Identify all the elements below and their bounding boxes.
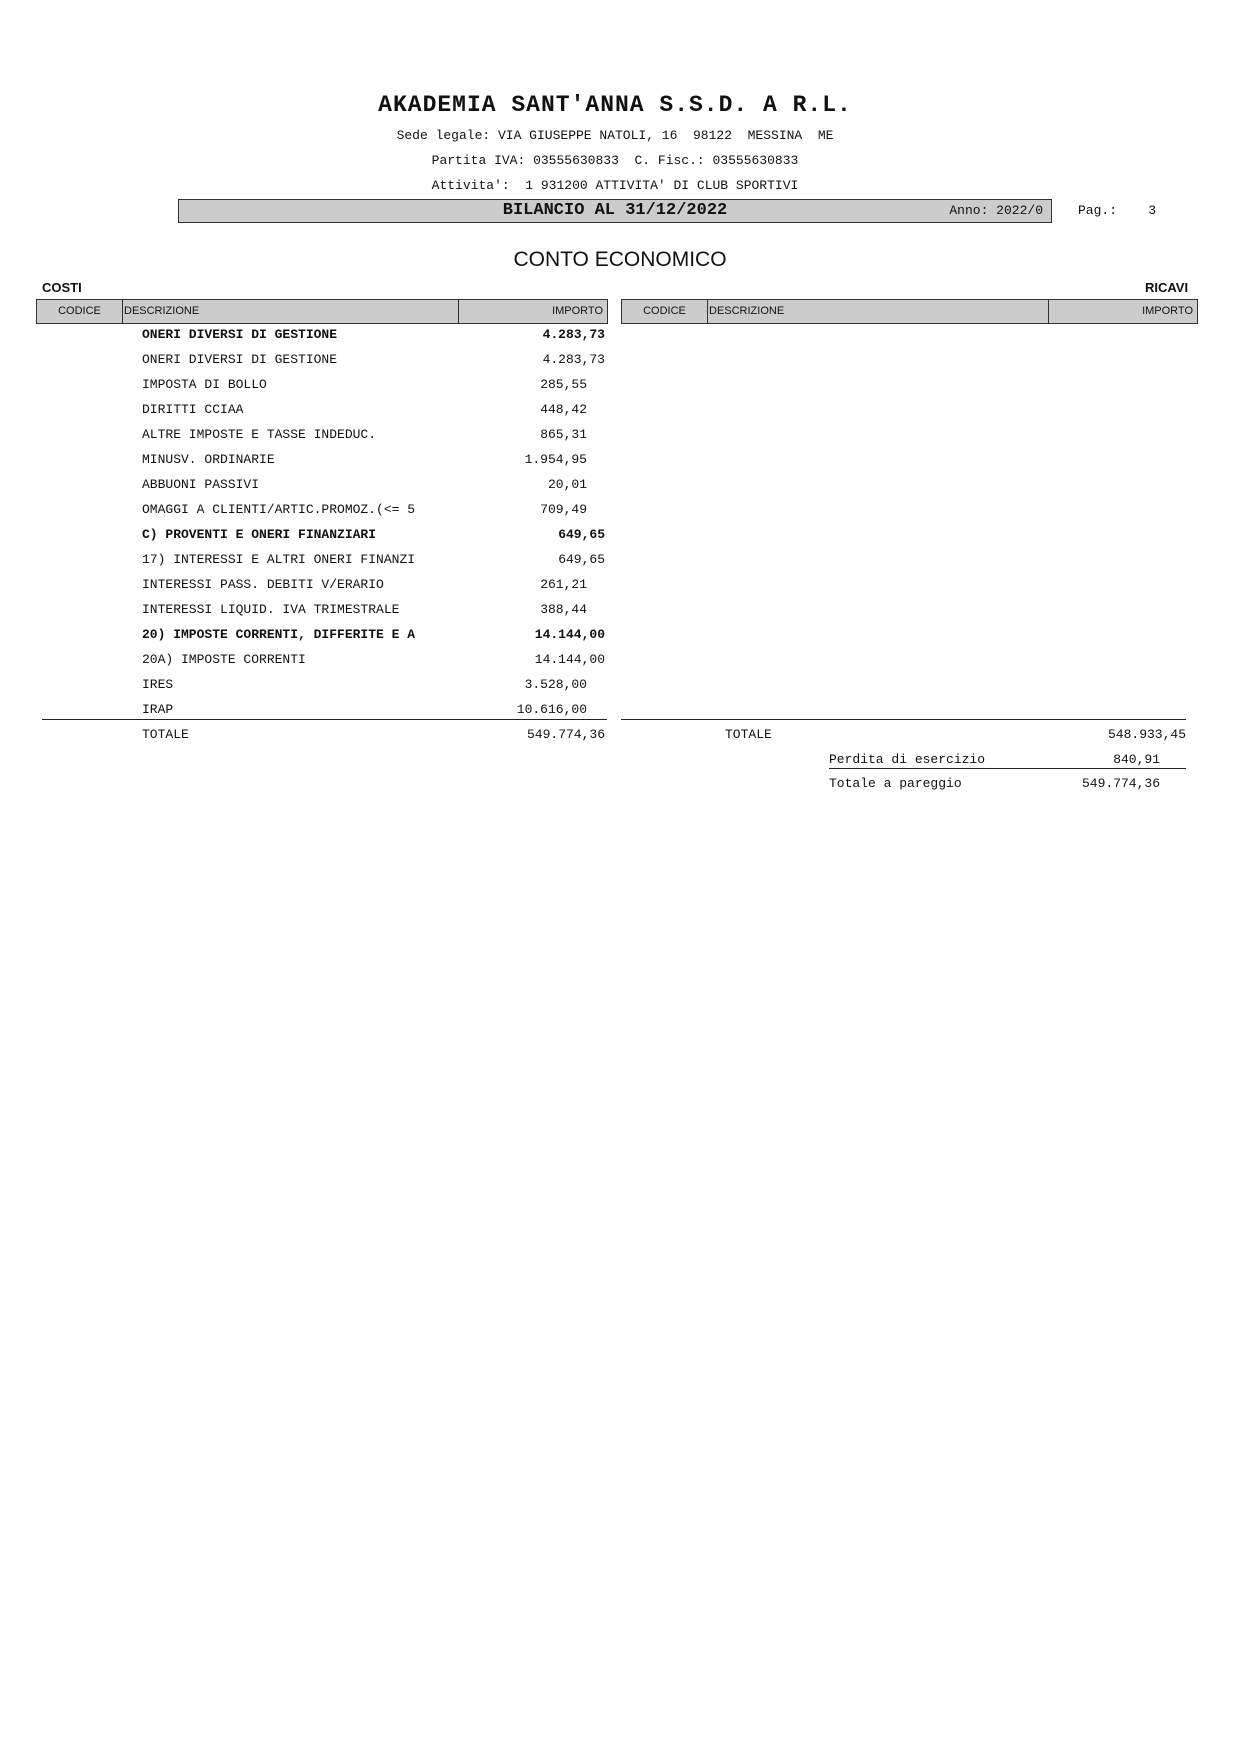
cost-amount: 1.954,95 bbox=[524, 452, 587, 467]
fiscal-year: Anno: 2022/0 bbox=[949, 203, 1043, 218]
cost-amount: 649,65 bbox=[558, 552, 605, 567]
cost-row bbox=[0, 522, 605, 547]
cost-row bbox=[0, 347, 605, 372]
revenues-label: RICAVI bbox=[1145, 280, 1189, 295]
cost-row bbox=[0, 372, 587, 397]
cost-description: 20A) IMPOSTE CORRENTI bbox=[142, 652, 306, 667]
costs-total-row bbox=[0, 722, 605, 747]
cost-amount: 388,44 bbox=[540, 602, 587, 617]
cost-amount: 448,42 bbox=[540, 402, 587, 417]
cost-row bbox=[0, 472, 587, 497]
cost-row bbox=[0, 647, 605, 672]
cost-description: INTERESSI PASS. DEBITI V/ERARIO bbox=[142, 577, 384, 592]
cost-row bbox=[0, 322, 605, 347]
cost-row bbox=[0, 547, 605, 572]
revenues-column-header bbox=[621, 299, 1198, 324]
cost-description: IMPOSTA DI BOLLO bbox=[142, 377, 267, 392]
cost-description: IRES bbox=[142, 677, 174, 692]
report-title: BILANCIO AL 31/12/2022 bbox=[502, 201, 728, 220]
codice-header: CODICE bbox=[622, 300, 708, 323]
cost-row bbox=[0, 497, 587, 522]
cost-row bbox=[0, 397, 587, 422]
costs-total-rule bbox=[42, 719, 607, 720]
cost-amount: 3.528,00 bbox=[524, 677, 587, 692]
cost-description: INTERESSI LIQUID. IVA TRIMESTRALE bbox=[142, 602, 400, 617]
importo-header: IMPORTO bbox=[552, 305, 603, 317]
company-name: AKADEMIA SANT'ANNA S.S.D. A R.L. bbox=[378, 92, 852, 118]
cost-description: OMAGGI A CLIENTI/ARTIC.PROMOZ.(<= 5 bbox=[142, 502, 416, 517]
cost-amount: 14.144,00 bbox=[534, 652, 605, 667]
cost-description: 20) IMPOSTE CORRENTI, DIFFERITE E A bbox=[142, 627, 416, 642]
section-title: CONTO ECONOMICO bbox=[513, 248, 727, 271]
cost-description: IRAP bbox=[142, 702, 174, 717]
revenues-total-amount: 548.933,45 bbox=[1107, 727, 1186, 742]
vat-number: Partita IVA: 03555630833 C. Fisc.: 03555630833 bbox=[431, 153, 799, 168]
cost-amount: 4.283,73 bbox=[542, 327, 605, 342]
costs-total-label: TOTALE bbox=[142, 727, 189, 742]
cost-amount: 709,49 bbox=[540, 502, 587, 517]
loss-label: Perdita di esercizio bbox=[829, 752, 986, 767]
codice-header: CODICE bbox=[37, 300, 123, 323]
cost-amount: 4.283,73 bbox=[542, 352, 605, 367]
revenues-total-rule bbox=[621, 719, 1186, 720]
cost-amount: 20,01 bbox=[547, 477, 587, 492]
business-activity: Attivita': 1 931200 ATTIVITA' DI CLUB SPORTIVI bbox=[431, 178, 799, 193]
cost-amount: 285,55 bbox=[540, 377, 587, 392]
cost-description: DIRITTI CCIAA bbox=[142, 402, 244, 417]
cost-description: ABBUONI PASSIVI bbox=[142, 477, 260, 492]
cost-description: ONERI DIVERSI DI GESTIONE bbox=[142, 327, 338, 342]
cost-row bbox=[0, 447, 587, 472]
report-title-bar bbox=[178, 199, 1052, 223]
cost-description: C) PROVENTI E ONERI FINANZIARI bbox=[142, 527, 377, 542]
page-number: Pag.: 3 bbox=[1078, 203, 1157, 218]
cost-row bbox=[0, 672, 587, 697]
balance-total-amount: 549.774,36 bbox=[1081, 776, 1160, 791]
costs-label: COSTI bbox=[42, 280, 82, 295]
cost-description: ALTRE IMPOSTE E TASSE INDEDUC. bbox=[142, 427, 377, 442]
cost-row bbox=[0, 422, 587, 447]
costs-column-header bbox=[36, 299, 608, 324]
registered-office: Sede legale: VIA GIUSEPPE NATOLI, 16 98122 MESSINA ME bbox=[396, 128, 834, 143]
cost-description: 17) INTERESSI E ALTRI ONERI FINANZI bbox=[142, 552, 416, 567]
cost-amount: 649,65 bbox=[558, 527, 605, 542]
balance-rule bbox=[829, 768, 1186, 769]
cost-row bbox=[0, 572, 587, 597]
revenues-total-label: TOTALE bbox=[725, 727, 772, 742]
cost-row bbox=[0, 597, 587, 622]
cost-amount: 261,21 bbox=[540, 577, 587, 592]
balance-total-label: Totale a pareggio bbox=[829, 776, 962, 791]
cost-amount: 10.616,00 bbox=[516, 702, 587, 717]
descrizione-header: DESCRIZIONE bbox=[123, 300, 459, 323]
loss-amount: 840,91 bbox=[1113, 752, 1160, 767]
cost-amount: 14.144,00 bbox=[534, 627, 605, 642]
cost-description: MINUSV. ORDINARIE bbox=[142, 452, 275, 467]
cost-description: ONERI DIVERSI DI GESTIONE bbox=[142, 352, 338, 367]
cost-amount: 865,31 bbox=[540, 427, 587, 442]
importo-header: IMPORTO bbox=[1142, 305, 1193, 317]
costs-total-amount: 549.774,36 bbox=[526, 727, 605, 742]
descrizione-header: DESCRIZIONE bbox=[708, 300, 1049, 323]
cost-row bbox=[0, 622, 605, 647]
